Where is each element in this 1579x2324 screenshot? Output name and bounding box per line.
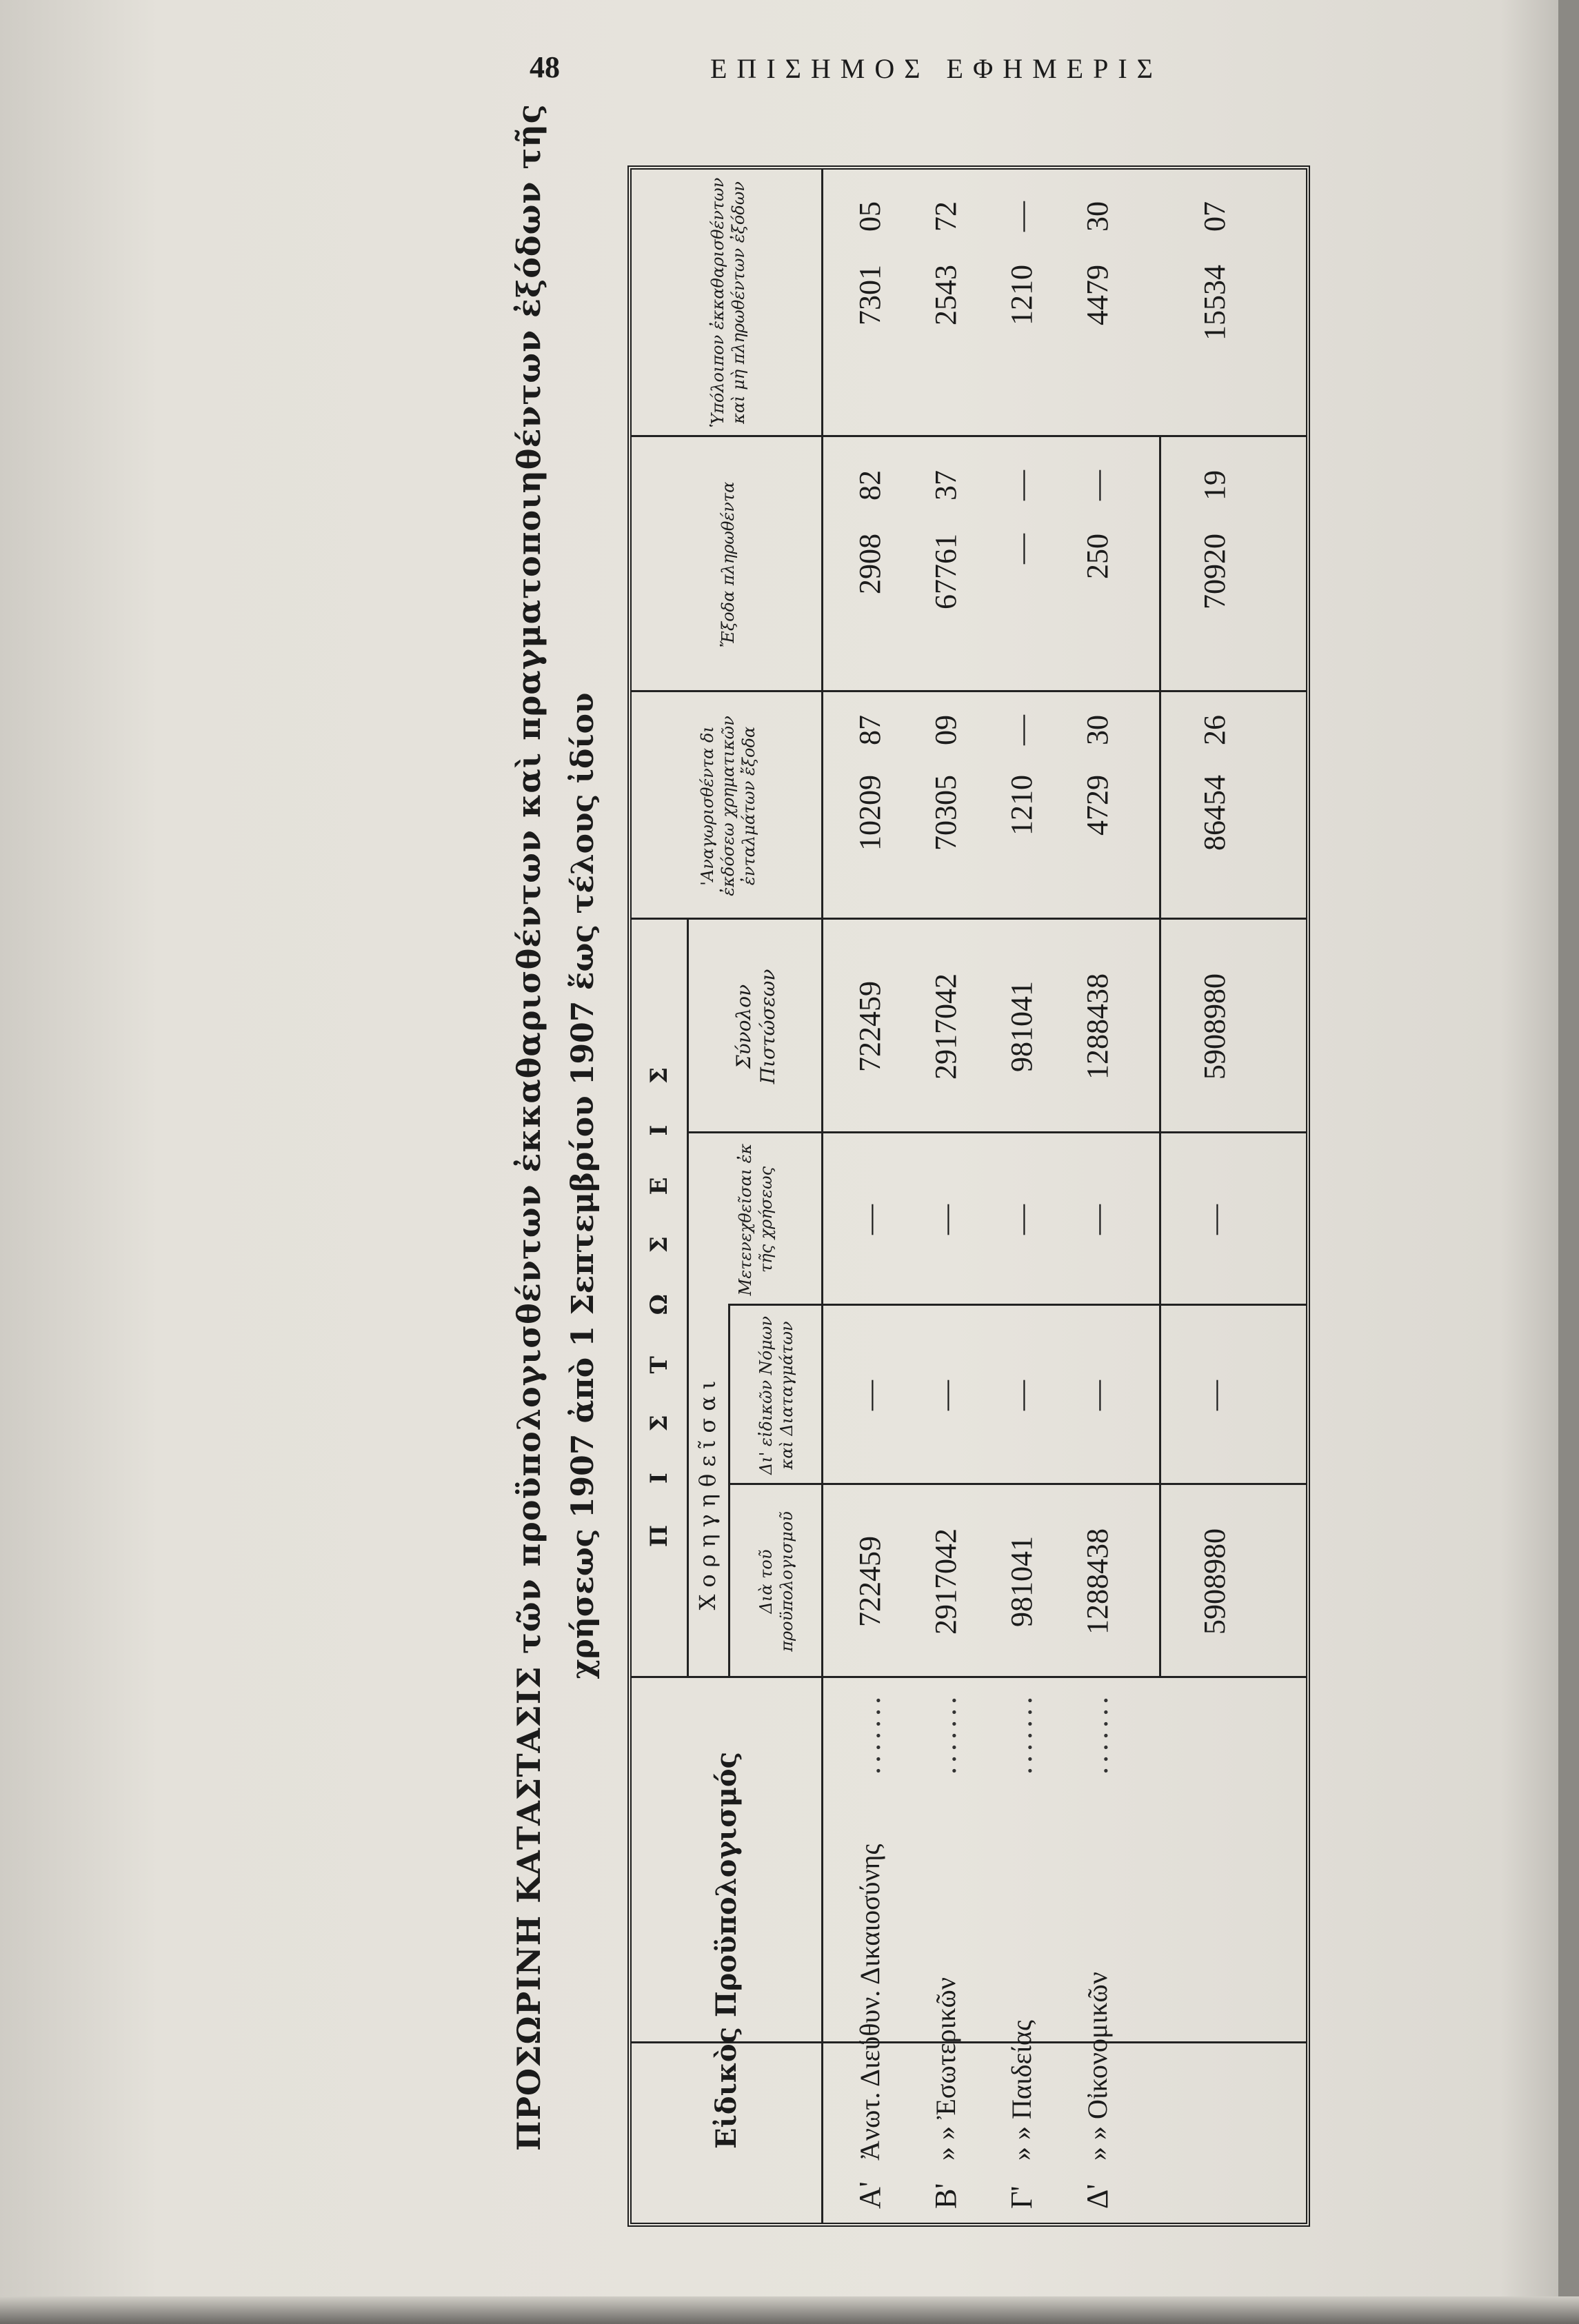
cell-remaining-cents: 05 — [852, 201, 887, 232]
cell-total: 1288438 — [1080, 973, 1114, 1080]
cell-laws: — — [928, 1380, 963, 1411]
total-remaining-cents: 07 — [1197, 201, 1231, 232]
budget-table — [627, 165, 1310, 2227]
header-remaining: Ὑπόλοιπον ἐκκαθαρισθέντων καὶ μὴ πληρωθέντων ἐξόδων — [708, 177, 748, 428]
table-row — [1066, 170, 1128, 2223]
total-paid: 70920 — [1197, 534, 1231, 609]
header-cancelled: 'Αναγωρισθέντα δι ἐκδόσεω χρηματικῶν ἐνταλμάτων ἔξοδα — [698, 716, 758, 896]
row-label: Ἀνωτ. Διεύθυν. Δικαιοσύνης — [854, 1843, 885, 2161]
cell-cancelled: 1210 — [1004, 775, 1038, 836]
cell-paid: 250 — [1080, 534, 1114, 579]
header-by-budget: Διὰ τοῦ προϋπολογισμοῦ — [756, 1511, 796, 1652]
cell-cancelled: 70305 — [928, 775, 963, 851]
header-by-laws: Δι' εἰδικῶν Νόμων καὶ Διαταγμάτων — [756, 1316, 796, 1475]
cell-cancelled: 4729 — [1080, 775, 1114, 836]
cell-remaining-cents: 72 — [928, 201, 963, 232]
cell-budget: 981041 — [1004, 1536, 1038, 1627]
cell-budget: 722459 — [852, 1536, 887, 1627]
row-letter: Β' — [928, 2183, 963, 2209]
cell-cancelled-cents: 87 — [852, 715, 887, 745]
cell-laws: — — [1080, 1380, 1114, 1411]
header-budget: Εἰδικὸς Προϋπολογισμός — [710, 1752, 743, 2149]
header-granted: Χορηγηθεῖσαι — [694, 1373, 721, 1610]
header-transferred: Μετενεχθεῖσαι ἐκ τῆς χρήσεως — [736, 1143, 776, 1296]
rotated-page-content — [510, 103, 1317, 2254]
total-laws: — — [1197, 1380, 1231, 1411]
bottom-edge-shadow — [0, 2296, 1579, 2324]
header-bottom-rule — [821, 170, 823, 2223]
header-paid: Ἔξοδα πληρωθέντα — [718, 481, 738, 648]
page-edge-shadow — [1558, 0, 1579, 2324]
leader-dots: ....... — [1004, 1693, 1038, 1775]
row-letter: Α' — [852, 2181, 887, 2209]
cell-paid: 67761 — [928, 534, 963, 609]
total-cancelled-cents: 26 — [1197, 715, 1231, 745]
table-title-line-2: χρήσεως 1907 ἀπὸ 1 Σεπτεμβρίου 1907 ἕως τέλους ἰδίου — [565, 692, 601, 1679]
header-credits: Π Ι Σ Τ Ω Σ Ε Ι Σ — [645, 1050, 673, 1548]
leader-dots: ....... — [852, 1693, 887, 1775]
cell-remaining-cents: — — [1004, 201, 1038, 232]
cell-cancelled-cents: 09 — [928, 715, 963, 745]
cell-total: 2917042 — [928, 973, 963, 1080]
cell-transferred: — — [1080, 1204, 1114, 1235]
total-cancelled: 86454 — [1197, 775, 1231, 851]
row-letter: Δ' — [1080, 2183, 1114, 2209]
cell-cancelled-cents: 30 — [1080, 715, 1114, 745]
table-title-line-1: ΠΡΟΣΩΡΙΝΗ ΚΑΤΑΣΤΑΣΙΣ τῶν προϋπολογισθέντων ἐκκαθαρισθέντων καὶ πραγματοποιηθέντων ἐξόδων τῆς — [510, 103, 547, 2151]
leader-dots: ....... — [928, 1693, 963, 1775]
table-row — [990, 170, 1052, 2223]
cell-cancelled-cents: — — [1004, 715, 1038, 745]
header-total: Σύνολον Πιστώσεων — [732, 969, 779, 1084]
cell-paid: 2908 — [852, 534, 887, 594]
table-row — [914, 170, 976, 2223]
totals-row — [1183, 170, 1245, 2223]
leader-dots: ....... — [1080, 1693, 1114, 1775]
table-row — [838, 170, 901, 2223]
running-head: ΕΠΙΣΗΜΟΣ ΕΦΗΜΕΡΙΣ — [710, 53, 1163, 84]
cell-cancelled: 10209 — [852, 775, 887, 851]
cell-remaining: 7301 — [852, 265, 887, 325]
cell-transferred: — — [928, 1204, 963, 1235]
row-letter: Γ' — [1004, 2185, 1038, 2209]
cell-budget: 2917042 — [928, 1528, 963, 1635]
cell-paid: — — [1004, 534, 1038, 564]
row-label: » » Ἐσωτερικῶν — [929, 1977, 961, 2161]
total-total: 5908980 — [1197, 973, 1231, 1080]
total-budget: 5908980 — [1197, 1528, 1231, 1635]
cell-paid-cents: — — [1004, 470, 1038, 501]
total-paid-cents: 19 — [1197, 470, 1231, 501]
cell-remaining: 4479 — [1080, 265, 1114, 325]
cell-remaining: 2543 — [928, 265, 963, 325]
row-label: » » Οἰκονομικῶν — [1081, 1972, 1113, 2161]
cell-laws: — — [1004, 1380, 1038, 1411]
cell-paid-cents: 82 — [852, 470, 887, 501]
cell-transferred: — — [1004, 1204, 1038, 1235]
cell-paid-cents: — — [1080, 470, 1114, 501]
page-number: 48 — [530, 50, 560, 84]
row-label: » » Παιδείας — [1005, 2020, 1037, 2161]
cell-transferred: — — [852, 1204, 887, 1235]
cell-total: 722459 — [852, 981, 887, 1072]
header-rule — [728, 1306, 730, 1678]
total-transferred: — — [1197, 1204, 1231, 1235]
cell-budget: 1288438 — [1080, 1528, 1114, 1635]
totals-rule — [1159, 437, 1161, 1678]
cell-remaining: 1210 — [1004, 265, 1038, 325]
cell-total: 981041 — [1004, 981, 1038, 1072]
cell-remaining-cents: 30 — [1080, 201, 1114, 232]
cell-laws: — — [852, 1380, 887, 1411]
cell-paid-cents: 37 — [928, 470, 963, 501]
total-remaining: 15534 — [1197, 265, 1231, 341]
